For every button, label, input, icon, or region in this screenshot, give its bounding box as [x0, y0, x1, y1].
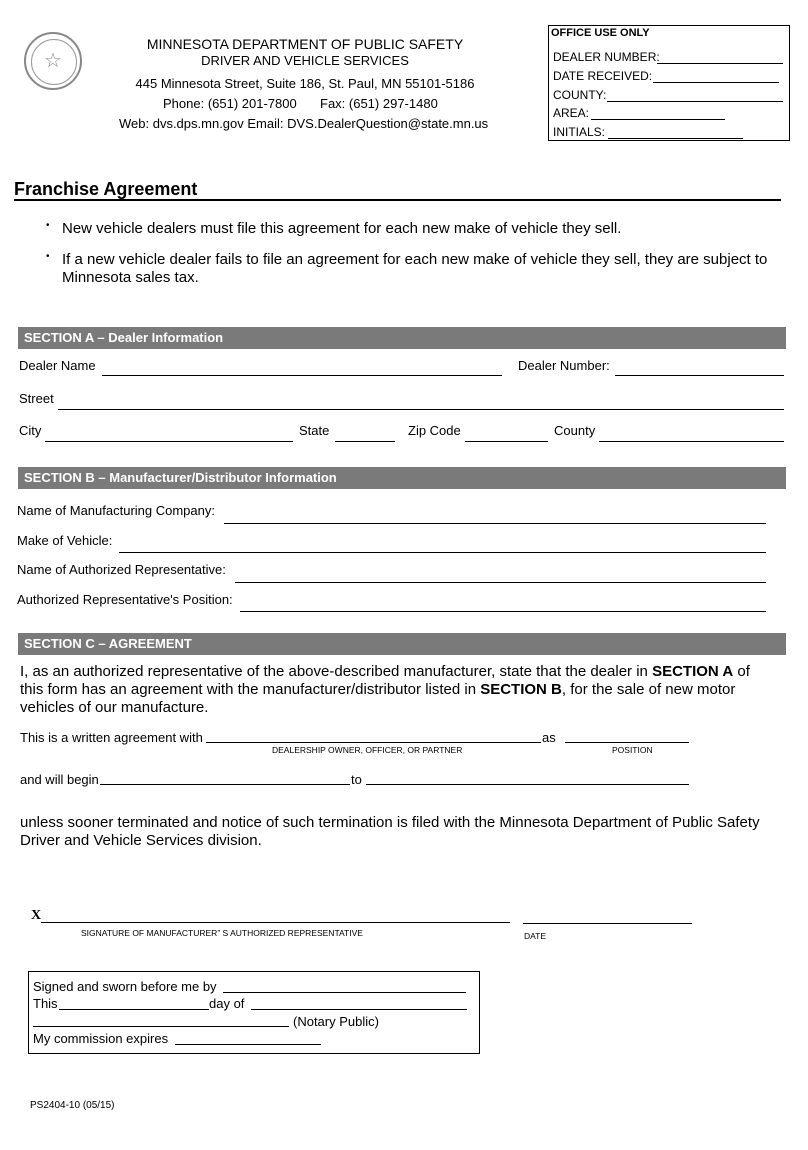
rep-position-field[interactable] [240, 611, 766, 612]
office-initials-label: INITIALS: [553, 125, 606, 139]
form-id: PS2404-10 (05/15) [30, 1100, 115, 1111]
as-label: as [542, 730, 556, 745]
to-label: to [351, 772, 362, 787]
zip-code-field[interactable] [465, 441, 548, 442]
dealer-number-label: Dealer Number: [518, 358, 610, 373]
bullet-icon: • [46, 251, 50, 262]
department-phone: Phone: (651) 201-7800 [163, 96, 297, 111]
department-fax: Fax: (651) 297-1480 [320, 96, 438, 111]
state-label: State [299, 423, 330, 438]
bullet-icon: • [46, 220, 50, 231]
notary-public-signature-field[interactable] [33, 1026, 289, 1027]
date-caption: DATE [524, 931, 547, 941]
notary-day-field[interactable] [59, 1009, 209, 1010]
county-label: County [554, 423, 596, 438]
this-label: This [33, 996, 58, 1011]
signature-caption: SIGNATURE OF MANUFACTURER” S AUTHORIZED REPRESENTATIVE [81, 928, 363, 938]
section-c-header: SECTION C – AGREEMENT [18, 633, 786, 655]
state-field[interactable] [335, 441, 395, 442]
department-address: 445 Minnesota Street, Suite 186, St. Paul, MN 55101-5186 [135, 76, 475, 91]
office-county-field[interactable] [607, 101, 783, 102]
bullet-text-1: New vehicle dealers must file this agreement for each new make of vehicle they sell. [62, 220, 622, 237]
office-date-received-label: DATE RECEIVED: [553, 69, 653, 83]
office-area-label: AREA: [553, 106, 590, 120]
form-title: Franchise Agreement [14, 179, 198, 199]
office-dealer-number-label: DEALER NUMBER: [553, 50, 660, 64]
office-dealer-number-field[interactable] [657, 63, 783, 64]
signature-field[interactable] [41, 922, 510, 923]
end-date-field[interactable] [366, 784, 689, 785]
office-area-field[interactable] [591, 119, 725, 120]
office-initials-field[interactable] [608, 138, 743, 139]
agreement-paragraph: I, as an authorized representative of the above-described manufacturer, state that the dealer in SECTION A of this form has an agreement with the manufacturer/distributor listed in SECTION B, for the sale of new motor vehicles of our manufacture. [20, 663, 750, 716]
manufacturer-field[interactable] [224, 523, 766, 524]
termination-text: unless sooner terminated and notice of such termination is filed with the Minnesota Department of Public Safety Driver and Vehicle Services division. [20, 814, 760, 849]
position-caption: POSITION [612, 745, 653, 755]
signature-x-mark: X [31, 908, 42, 923]
county-field[interactable] [599, 441, 784, 442]
make-label: Make of Vehicle: [17, 533, 113, 548]
rep-name-label: Name of Authorized Representative: [17, 562, 226, 577]
make-field[interactable] [119, 552, 766, 553]
rep-name-field[interactable] [235, 582, 766, 583]
office-use-title: OFFICE USE ONLY [551, 27, 650, 39]
signature-date-field[interactable] [523, 923, 692, 924]
written-agreement-label: This is a written agreement with [20, 730, 203, 745]
dealer-number-field[interactable] [615, 375, 784, 376]
day-of-label: day of [209, 996, 245, 1011]
street-field[interactable] [58, 409, 784, 410]
sworn-by-field[interactable] [223, 992, 466, 993]
city-label: City [19, 423, 42, 438]
city-field[interactable] [45, 441, 293, 442]
street-label: Street [19, 391, 54, 406]
begin-date-field[interactable] [100, 784, 350, 785]
office-date-received-field[interactable] [653, 82, 779, 83]
bullet-text-2: If a new vehicle dealer fails to file an agreement for each new make of vehicle they sell, they are subject to Minnesota sales tax. [62, 251, 768, 286]
division-subtitle: DRIVER AND VEHICLE SERVICES [201, 53, 409, 68]
commission-expires-field[interactable] [175, 1044, 321, 1045]
office-use-box [548, 25, 790, 141]
seal-star-icon: ☆ [44, 50, 62, 72]
department-web-email: Web: dvs.dps.mn.gov Email: DVS.DealerQuestion@state.mn.us [119, 116, 489, 131]
department-title: MINNESOTA DEPARTMENT OF PUBLIC SAFETY [146, 36, 464, 52]
title-divider [14, 199, 781, 201]
position-field[interactable] [565, 742, 689, 743]
dealer-name-field[interactable] [102, 375, 502, 376]
rep-position-label: Authorized Representative's Position: [17, 592, 233, 607]
dealership-owner-caption: DEALERSHIP OWNER, OFFICER, OR PARTNER [272, 745, 463, 755]
signed-sworn-label: Signed and sworn before me by [33, 979, 217, 994]
zip-code-label: Zip Code [408, 423, 461, 438]
office-county-label: COUNTY: [553, 88, 607, 102]
notary-public-label: (Notary Public) [293, 1014, 379, 1029]
dealer-name-label: Dealer Name [19, 358, 96, 373]
dealership-owner-field[interactable] [206, 742, 541, 743]
commission-label: My commission expires [33, 1031, 169, 1046]
manufacturer-label: Name of Manufacturing Company: [17, 503, 215, 518]
will-begin-label: and will begin [20, 772, 99, 787]
notary-month-year-field[interactable] [251, 1009, 467, 1010]
section-a-header: SECTION A – Dealer Information [18, 327, 786, 349]
notary-box [28, 971, 480, 1054]
section-b-header: SECTION B – Manufacturer/Distributor Information [18, 467, 786, 489]
